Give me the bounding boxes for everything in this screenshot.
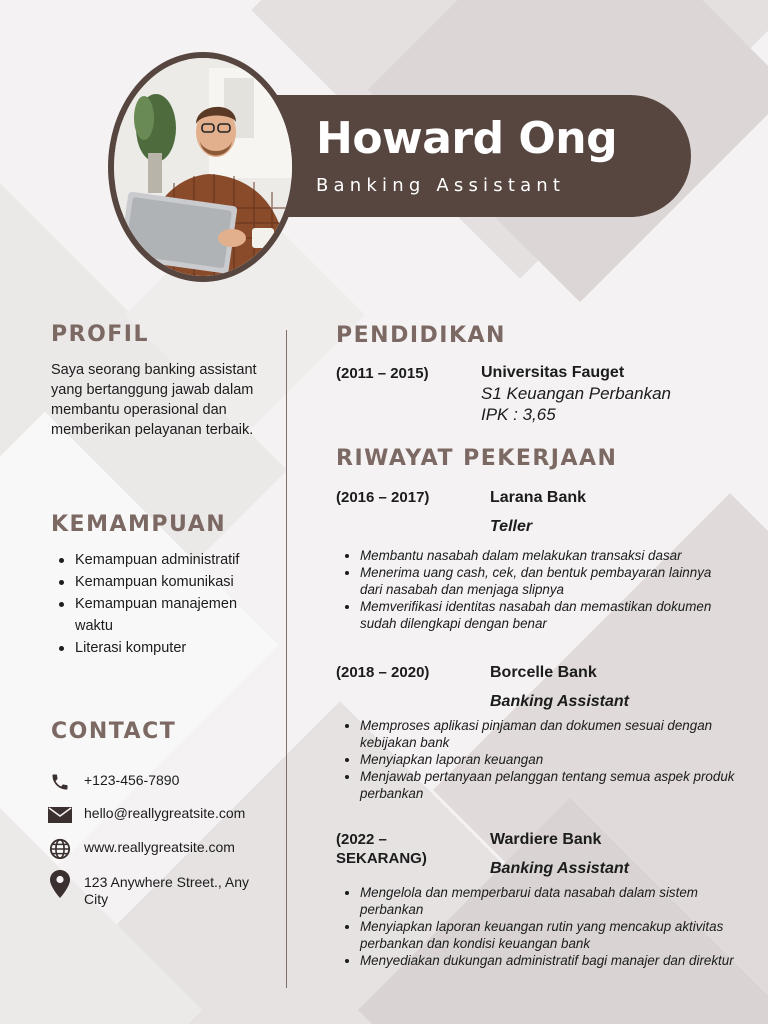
- job-title: Banking Assistant: [490, 860, 629, 877]
- job-title: Banking Assistant: [490, 693, 629, 710]
- mail-icon: [48, 803, 72, 827]
- skill-item: Kemampuan komunikasi: [51, 571, 266, 593]
- job-period: (2018 – 2020): [336, 664, 430, 681]
- profile-photo-illustration: [114, 58, 292, 276]
- profile-text: Saya seorang banking assistant yang bertanggung jawab dalam membantu operasional dan memberikan pelayanan terbaik.: [51, 362, 257, 438]
- contact-email: [48, 803, 264, 827]
- job-duties: [336, 547, 736, 632]
- duty-item: Menyiapkan laporan keuangan: [336, 751, 736, 768]
- job-title: Teller: [490, 518, 533, 535]
- education-heading: PENDIDIKAN: [336, 323, 506, 348]
- profile-photo: [114, 58, 292, 276]
- profile-heading: PROFIL: [51, 322, 149, 347]
- contact-heading: CONTACT: [51, 719, 177, 744]
- job-duties: [336, 884, 736, 969]
- duty-item: Membantu nasabah dalam melakukan transaksi dasar: [336, 547, 736, 564]
- skills-list: [51, 549, 266, 659]
- job-company: Borcelle Bank: [490, 664, 597, 681]
- skill-item: Literasi komputer: [51, 637, 266, 659]
- job-company: Wardiere Bank: [490, 831, 602, 848]
- education-gpa: IPK : 3,65: [481, 405, 556, 424]
- duty-item: Memverifikasi identitas nasabah dan memastikan dokumen sudah dilengkapi dengan benar: [336, 598, 736, 632]
- phone-icon: [48, 770, 72, 794]
- skill-item: Kemampuan manajemen waktu: [51, 593, 266, 637]
- duty-item: Menerima uang cash, cek, dan bentuk pembayaran lainnya dari nasabah dan menjaga slipnya: [336, 564, 736, 598]
- skill-item: Kemampuan administratif: [51, 549, 266, 571]
- globe-icon: [48, 837, 72, 861]
- skills-heading: KEMAMPUAN: [51, 512, 227, 537]
- name-banner: [270, 95, 691, 217]
- experience-heading: RIWAYAT PEKERJAAN: [336, 446, 618, 471]
- contact-website: [48, 837, 264, 861]
- column-divider: [286, 330, 287, 988]
- duty-item: Menyiapkan laporan keuangan rutin yang mencakup aktivitas perbankan dan kondisi keuangan bank: [336, 918, 736, 952]
- job-period: (2016 – 2017): [336, 489, 430, 506]
- address-text: 123 Anywhere Street., Any City: [84, 874, 249, 907]
- duty-item: Memproses aplikasi pinjaman dan dokumen sesuai dengan kebijakan bank: [336, 717, 736, 751]
- person-name: Howard Ong: [316, 113, 618, 164]
- job-company: Larana Bank: [490, 489, 587, 506]
- contact-address: [48, 872, 259, 908]
- profile-photo-frame: [108, 52, 298, 282]
- job-period: (2022 – SEKARANG): [336, 831, 427, 867]
- location-pin-icon: [48, 872, 72, 896]
- website-text[interactable]: www.reallygreatsite.com: [84, 839, 235, 855]
- education-degree: S1 Keuangan Perbankan: [481, 384, 671, 403]
- job-role: Banking Assistant: [316, 175, 566, 196]
- duty-item: Mengelola dan memperbarui data nasabah dalam sistem perbankan: [336, 884, 736, 918]
- education-period: (2011 – 2015): [336, 365, 429, 382]
- duty-item: Menyediakan dukungan administratif bagi manajer dan direktur: [336, 952, 736, 969]
- email-text[interactable]: hello@reallygreatsite.com: [84, 805, 246, 821]
- job-duties: [336, 717, 736, 802]
- duty-item: Menjawab pertanyaan pelanggan tentang semua aspek produk perbankan: [336, 768, 736, 802]
- contact-phone: [48, 770, 264, 794]
- education-institution: Universitas Fauget: [481, 364, 625, 381]
- phone-text: +123-456-7890: [84, 772, 180, 788]
